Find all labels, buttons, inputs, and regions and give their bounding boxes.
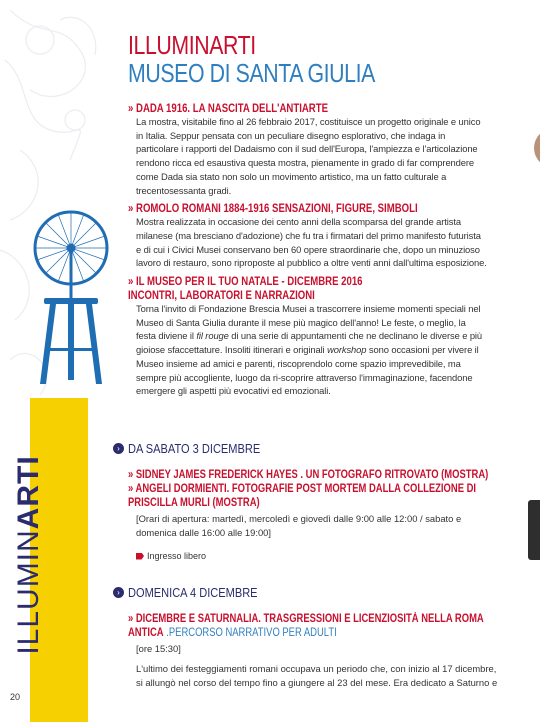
section-natale [128,274,488,398]
event-hours: [Orari di apertura: martedì, mercoledì e giovedì dalle 9:00 alle 12:00 / sabato e domenica dalle 16:00 alle 19:00] [136,513,462,538]
section-dada [128,101,488,197]
section-body: Torna l'invito di Fondazione Brescia Musei a trascorrere insieme momenti speciali nel Museo di Santa Giulia durante il mese più magico dell'anno! Le feste, o meglio, la festa diviene il fil rouge di una serie di appuntamenti che ne declinano le diverse e più gioiose sfaccettature. Insoliti itinerari e originali workshop sono occasioni per vivere il Museo insieme ad amici e parenti, riscoprendolo come spazio imprevedibile, ma sempre più accogliente, luogo da ri-scoprire attraverso l'immaginazione, facendone emergere gli aspetti più evocativi ed emozionali. [136,303,483,397]
event-description: L'ultimo dei festeggiamenti romani occupava un periodo che, con inizio al 17 dicembre, si allungò nel corso del tempo fino a giungere al 23 del mese. Era dedicato a Saturno e [136,663,498,688]
page-title: ILLUMINARTI [128,30,256,60]
tag-icon [136,553,144,560]
section-heading: » ROMOLO ROMANI 1884-1916 SENSAZIONI, FIGURE, SIMBOLI [128,201,418,216]
section-body: Mostra realizzata in occasione dei cento anni della scomparsa del grande artista milanese (ma bresciano d'adozione) che fu tra i firmatari del primo manifesto futurista e di cui i Civici Musei conservano ben 60 opere straordinarie che, dopo un minuzioso lavoro di restauro, sono riproposte al pubblico a oltre venti anni dall'ultima esposizione. [136,216,487,269]
article-content [128,101,488,402]
sidebar-label: ILLUMINARTI [12,455,45,655]
bicycle-wheel-icon [26,208,116,388]
edge-photo [534,128,540,168]
section-subheading: INCONTRI, LABORATORI E NARRAZIONI [128,288,315,303]
section-body: La mostra, visitabile fino al 26 febbraio 2017, costituisce un progetto originale e unico in Italia. Seppur pensata con un peculiare disegno esplorativo, che indaga in particolare i rapporti del Dadaismo con il sud dell'Europa, l'ampiezza e l'articolazione rendono ricca ed esaustiva questa mostra, pienamente in grado di far comprendere come Dada sia stato non solo un movimento artistico, ma un fatto culturale a trecentosessanta gradi. [136,116,481,196]
event-title: » ANGELI DORMIENTI. FOTOGRAFIE POST MORTEM DALLA COLLEZIONE DI PRISCILLA MURLI (MOSTRA) [128,483,477,509]
section-heading: » DADA 1916. LA NASCITA DELL'ANTIARTE [128,101,328,115]
page-number: 20 [10,692,21,702]
arrow-circle-icon: › [113,587,124,598]
event-block [128,468,498,561]
edge-photo [528,500,540,560]
event-tag: Ingresso libero [136,551,498,561]
event-block [128,612,498,690]
date-heading: › DOMENICA 4 DICEMBRE [113,585,280,600]
arrow-circle-icon: › [113,443,124,454]
date-heading: › DA SABATO 3 DICEMBRE [113,441,284,456]
section-romani [128,201,488,270]
event-title: » DICEMBRE E SATURNALIA. TRASGRESSIONI E LICENZIOSITÀ NELLA ROMA ANTICA .PERCORSO NARRATIVO PER ADULTI [128,613,484,639]
page-subtitle: MUSEO DI SANTA GIULIA [128,58,375,88]
section-heading: » IL MUSEO PER IL TUO NATALE - DICEMBRE 2016 [128,274,363,289]
event-time: [ore 15:30] [136,643,181,654]
event-title: » SIDNEY JAMES FREDERICK HAYES . UN FOTOGRAFO RITROVATO (MOSTRA) [128,469,489,481]
